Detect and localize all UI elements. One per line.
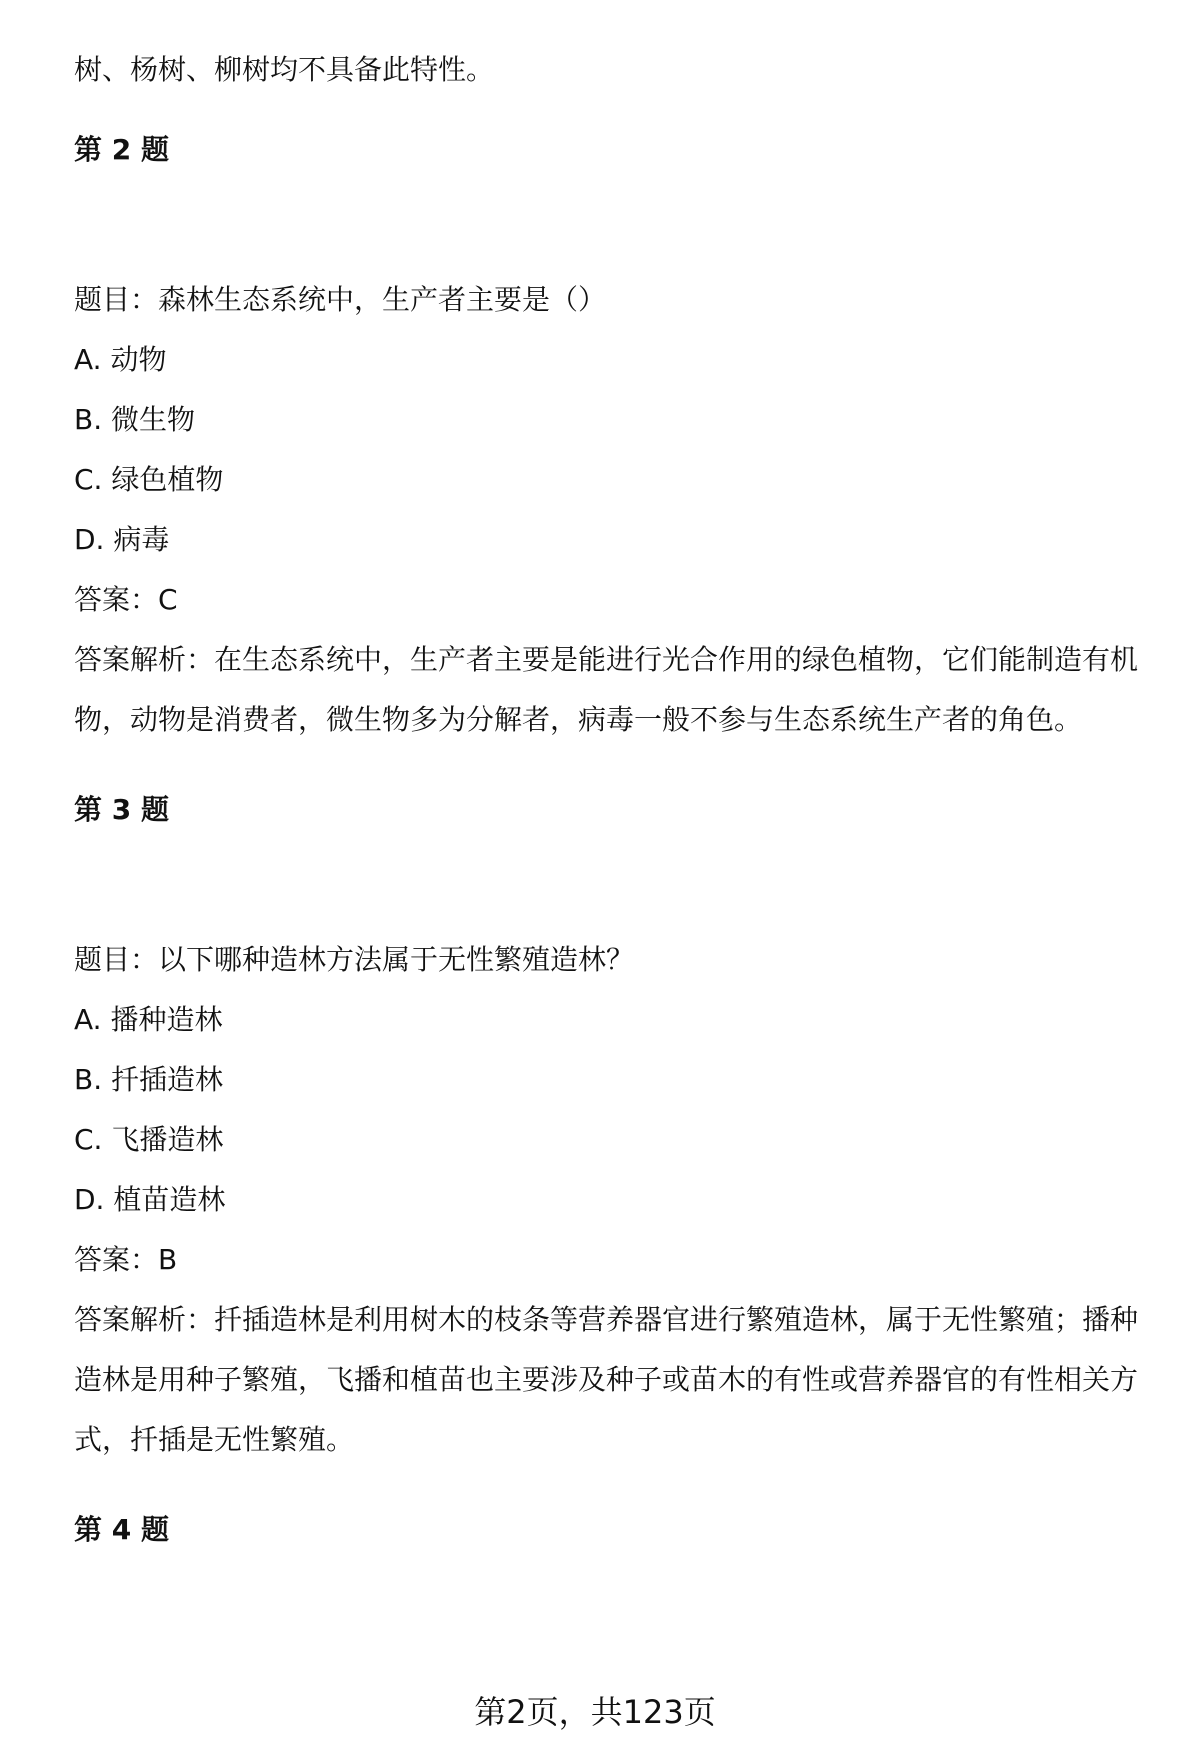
question-3-option-c: C. 飞播造林 (74, 1123, 224, 1156)
spacer (74, 1470, 1164, 1500)
question-2-answer: 答案：C (74, 583, 178, 616)
question-2-option-c: C. 绿色植物 (74, 463, 224, 496)
carryover-text: 树、杨树、柳树均不具备此特性。 (74, 53, 495, 86)
question-3-option-a: A. 播种造林 (74, 1003, 223, 1036)
page-footer: 第2页，共123页 (474, 1693, 716, 1731)
question-2-option-a: A. 动物 (74, 343, 167, 376)
question-4-heading: 第 4 题 (74, 1513, 169, 1546)
question-3-answer: 答案：B (74, 1243, 178, 1276)
question-3-explanation: 答案解析：扦插造林是利用树木的枝条等营养器官进行繁殖造林，属于无性繁殖；播种造林是用种子繁殖，飞播和植苗也主要涉及种子或苗木的有性或营养器官的有性相关方式，扦插是无性繁殖。 (74, 1303, 1139, 1456)
question-3-prompt: 题目：以下哪种造林方法属于无性繁殖造林？ (74, 943, 635, 976)
spacer (74, 180, 1164, 270)
question-2-heading: 第 2 题 (74, 133, 169, 166)
question-2-explanation: 答案解析：在生态系统中，生产者主要是能进行光合作用的绿色植物，它们能制造有机物，动物是消费者，微生物多为分解者，病毒一般不参与生态系统生产者的角色。 (74, 643, 1139, 736)
question-3-option-d: D. 植苗造林 (74, 1183, 226, 1216)
question-3-option-b: B. 扦插造林 (74, 1063, 224, 1096)
spacer (74, 750, 1164, 780)
question-2-prompt: 题目：森林生态系统中，生产者主要是（） (74, 283, 607, 316)
question-3-heading: 第 3 题 (74, 793, 169, 826)
document-page (74, 40, 1164, 1560)
spacer (74, 100, 1164, 120)
question-2-option-b: B. 微生物 (74, 403, 196, 436)
question-2-option-d: D. 病毒 (74, 523, 170, 556)
spacer (74, 840, 1164, 930)
